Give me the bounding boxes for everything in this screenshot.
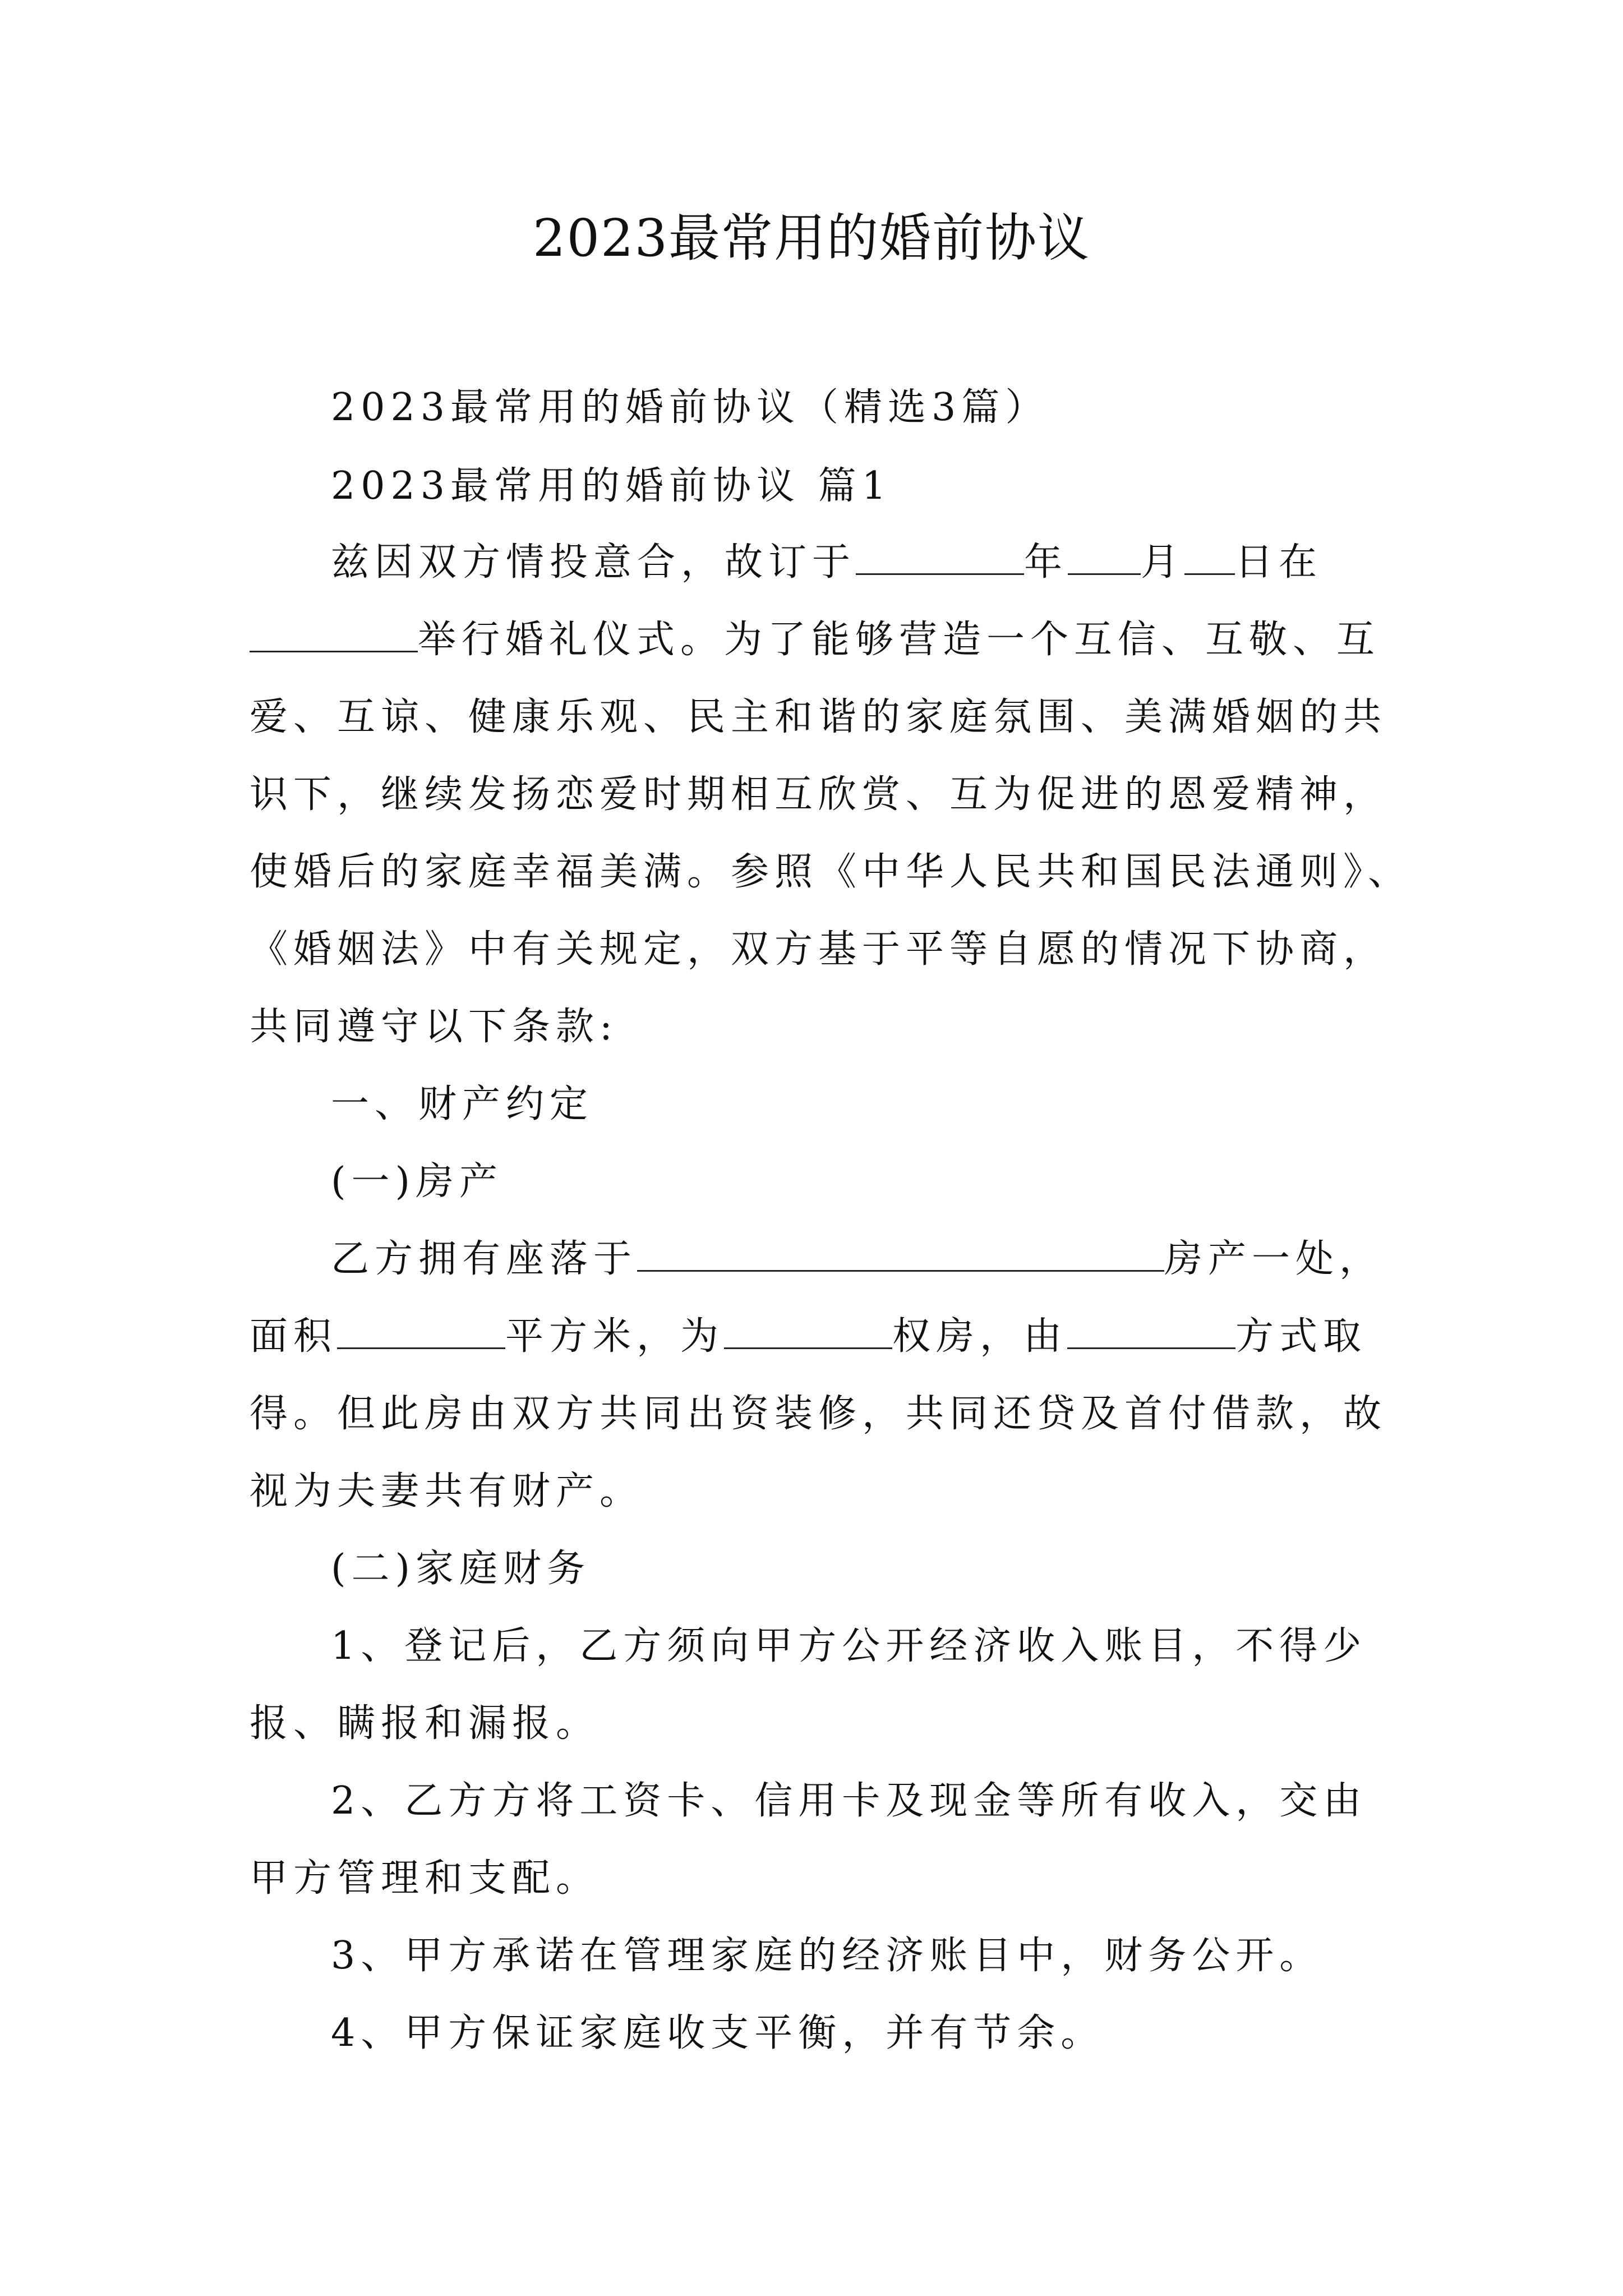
paragraph-line: 爱、互谅、健康乐观、民主和谐的家庭氛围、美满婚姻的共 [250, 695, 1387, 739]
list-item: 1、登记后，乙方须向甲方公开经济收入账目，不得少 [331, 1624, 1367, 1668]
blank-line [1184, 540, 1235, 575]
text-segment: 月 [1141, 540, 1185, 585]
document-title: 2023最常用的婚前协议 [532, 208, 1091, 268]
list-item: 2、乙方方将工资卡、信用卡及现金等所有收入，交由 [331, 1779, 1367, 1823]
section-heading: 一、财产约定 [331, 1082, 594, 1126]
paragraph-line: 共同遵守以下条款: [250, 1005, 618, 1049]
text-segment: 平方米，为 [505, 1314, 725, 1359]
subtitle: 2023最常用的婚前协议（精选3篇） [331, 385, 1049, 430]
paragraph-line [250, 1312, 1367, 1362]
paragraph-line: 得。但此房由双方共同出资装修，共同还贷及首付借款，故 [250, 1392, 1387, 1436]
paragraph-line [250, 615, 1380, 665]
paragraph-line: 《婚姻法》中有关规定，双方基于平等自愿的情况下协商， [250, 927, 1387, 972]
blank-line [1068, 540, 1141, 575]
paragraph-line [331, 1234, 1383, 1285]
paragraph-line: 视为夫妻共有财产。 [250, 1469, 644, 1513]
list-item: 3、甲方承诺在管理家庭的经济账目中，财务公开。 [331, 1934, 1324, 1978]
blank-line [856, 540, 1024, 575]
text-segment: 乙方拥有座落于 [331, 1237, 638, 1281]
text-segment: 日在 [1235, 540, 1323, 585]
blank-line [1067, 1314, 1235, 1349]
blank-line [250, 617, 418, 652]
subsection-heading: (一)房产 [331, 1159, 504, 1204]
subsection-heading: (二)家庭财务 [331, 1547, 591, 1591]
text-segment: 年 [1024, 540, 1068, 585]
text-segment: 房产一处， [1164, 1237, 1384, 1281]
text-segment: 举行婚礼仪式。为了能够营造一个互信、互敬、互 [418, 618, 1381, 662]
paragraph-line: 识下，继续发扬恋爱时期相互欣赏、互为促进的恩爱精神， [250, 772, 1387, 817]
blank-line [337, 1314, 505, 1349]
text-segment: 兹因双方情投意合，故订于 [331, 540, 856, 585]
blank-line [637, 1236, 1164, 1272]
list-item: 4、甲方保证家庭收支平衡，并有节余。 [331, 2011, 1105, 2055]
text-segment: 方式取 [1235, 1314, 1367, 1359]
paragraph-line [331, 537, 1322, 588]
paragraph-line: 使婚后的家庭幸福美满。参照《中华人民共和国民法通则》、 [250, 850, 1412, 894]
text-segment: 面积 [250, 1314, 338, 1359]
text-segment: 权房，由 [892, 1314, 1068, 1359]
list-item-continuation: 报、瞒报和漏报。 [250, 1701, 600, 1746]
blank-line [724, 1314, 892, 1349]
list-item-continuation: 甲方管理和支配。 [250, 1856, 600, 1901]
part-heading: 2023最常用的婚前协议 篇1 [331, 464, 892, 508]
